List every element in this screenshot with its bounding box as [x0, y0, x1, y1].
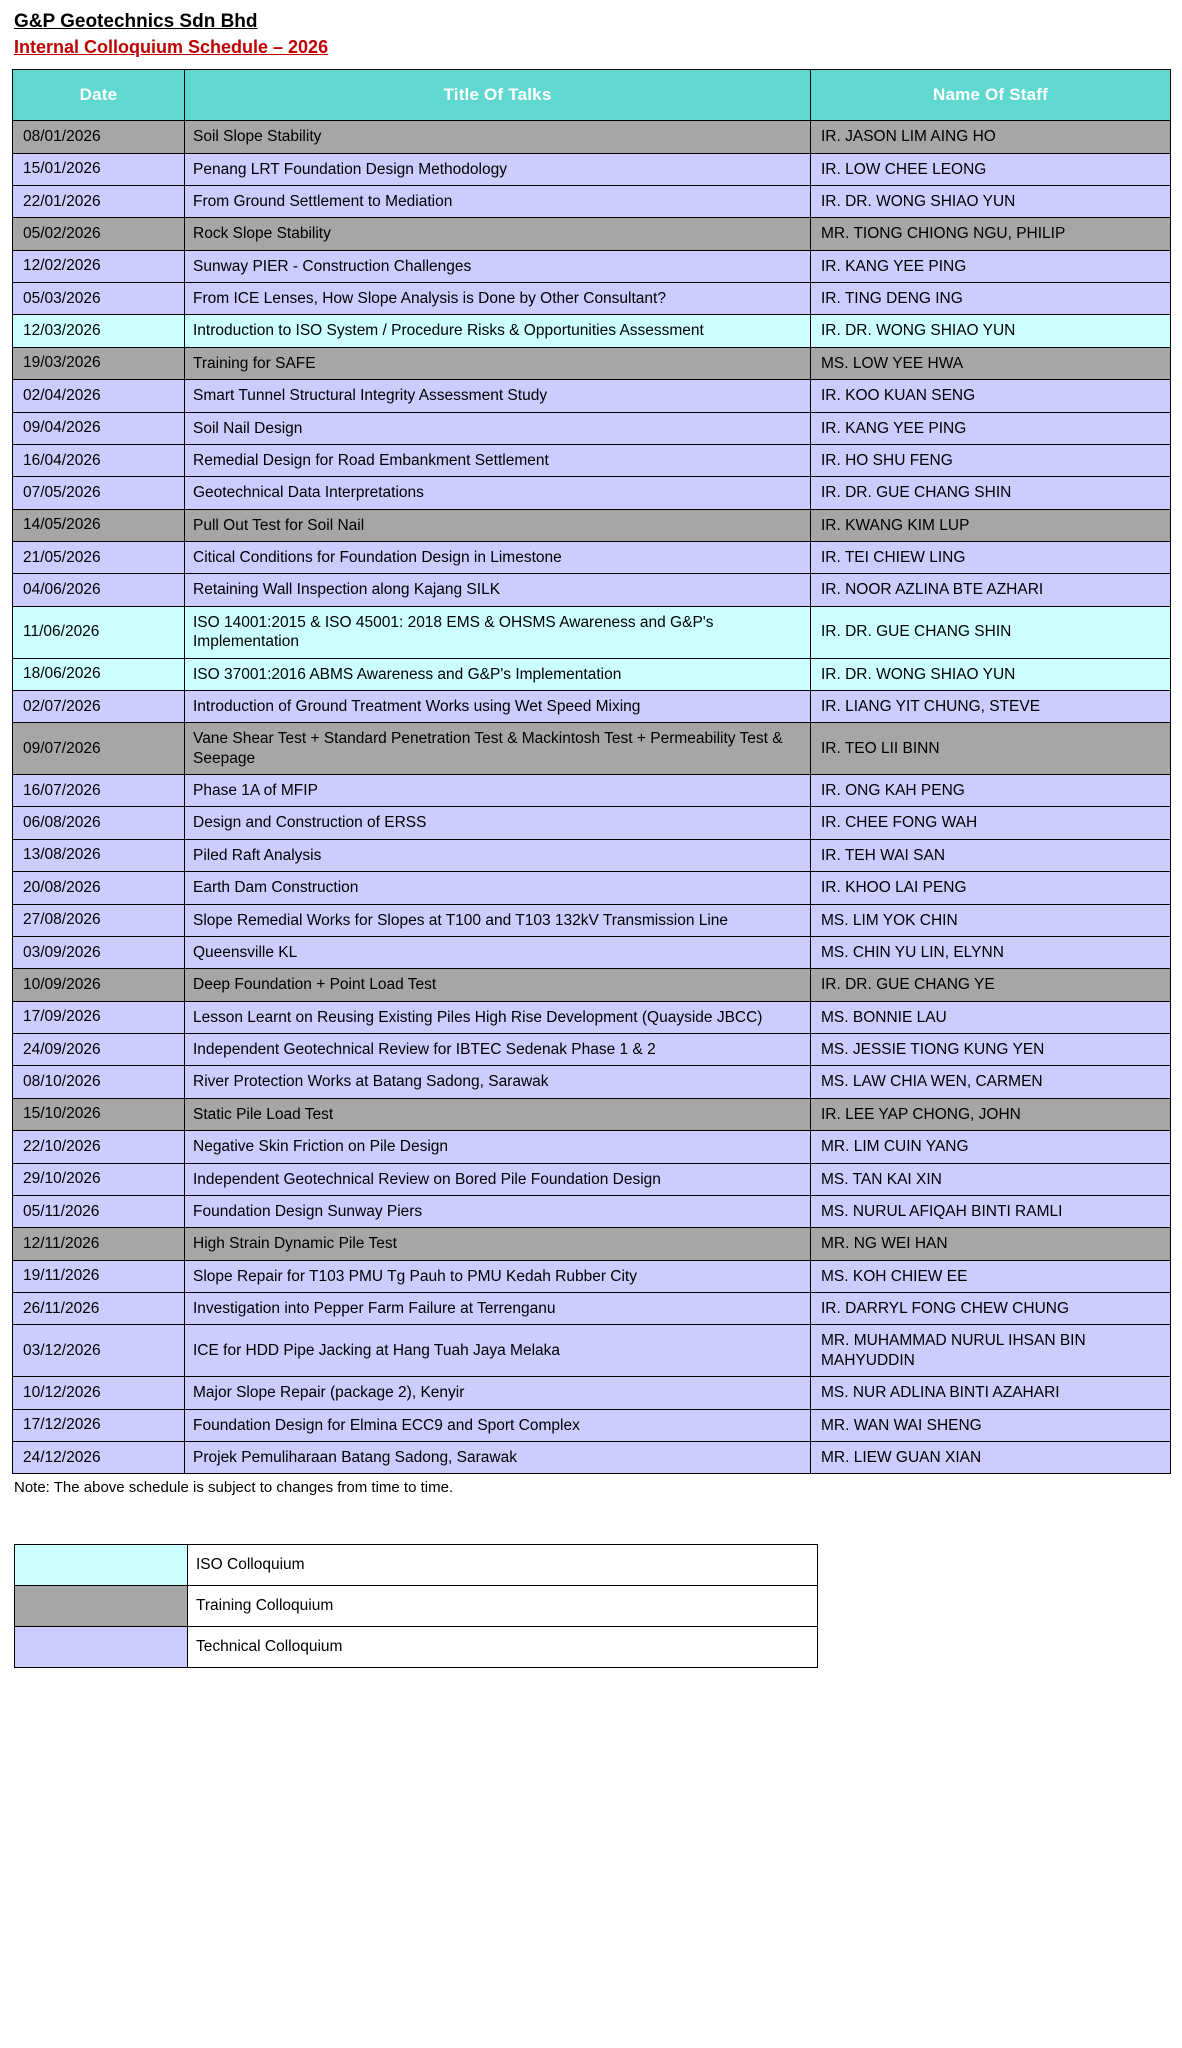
- cell-date: 19/11/2026: [13, 1260, 185, 1292]
- cell-date: 04/06/2026: [13, 574, 185, 606]
- cell-staff-name: MR. TIONG CHIONG NGU, PHILIP: [811, 218, 1171, 250]
- cell-date: 02/07/2026: [13, 690, 185, 722]
- cell-talk-title: Soil Slope Stability: [185, 121, 811, 153]
- cell-date: 14/05/2026: [13, 509, 185, 541]
- cell-staff-name: IR. KOO KUAN SENG: [811, 380, 1171, 412]
- cell-staff-name: IR. KANG YEE PING: [811, 412, 1171, 444]
- cell-date: 12/11/2026: [13, 1228, 185, 1260]
- cell-talk-title: Negative Skin Friction on Pile Design: [185, 1131, 811, 1163]
- table-row: [13, 1325, 1171, 1377]
- cell-date: 09/07/2026: [13, 723, 185, 775]
- cell-date: 21/05/2026: [13, 542, 185, 574]
- cell-talk-title: From ICE Lenses, How Slope Analysis is Done by Other Consultant?: [185, 283, 811, 315]
- cell-date: 24/09/2026: [13, 1034, 185, 1066]
- cell-talk-title: Earth Dam Construction: [185, 872, 811, 904]
- table-row: [13, 185, 1171, 217]
- legend-row: [15, 1586, 818, 1627]
- cell-talk-title: Slope Repair for T103 PMU Tg Pauh to PMU Kedah Rubber City: [185, 1260, 811, 1292]
- cell-date: 19/03/2026: [13, 347, 185, 379]
- cell-staff-name: IR. DR. WONG SHIAO YUN: [811, 185, 1171, 217]
- cell-talk-title: Deep Foundation + Point Load Test: [185, 969, 811, 1001]
- cell-staff-name: MS. LAW CHIA WEN, CARMEN: [811, 1066, 1171, 1098]
- cell-staff-name: IR. LOW CHEE LEONG: [811, 153, 1171, 185]
- cell-staff-name: IR. TING DENG ING: [811, 283, 1171, 315]
- cell-staff-name: IR. KWANG KIM LUP: [811, 509, 1171, 541]
- cell-date: 15/01/2026: [13, 153, 185, 185]
- cell-talk-title: Smart Tunnel Structural Integrity Assessment Study: [185, 380, 811, 412]
- cell-staff-name: MR. LIEW GUAN XIAN: [811, 1441, 1171, 1473]
- legend-label: ISO Colloquium: [188, 1545, 818, 1586]
- table-row: [13, 542, 1171, 574]
- cell-date: 05/02/2026: [13, 218, 185, 250]
- legend-color-swatch: [15, 1627, 188, 1668]
- cell-staff-name: MS. NUR ADLINA BINTI AZAHARI: [811, 1377, 1171, 1409]
- table-row: [13, 1131, 1171, 1163]
- cell-talk-title: Major Slope Repair (package 2), Kenyir: [185, 1377, 811, 1409]
- cell-staff-name: IR. HO SHU FENG: [811, 444, 1171, 476]
- cell-date: 05/11/2026: [13, 1195, 185, 1227]
- cell-date: 10/12/2026: [13, 1377, 185, 1409]
- table-row: [13, 658, 1171, 690]
- company-title: G&P Geotechnics Sdn Bhd: [14, 11, 258, 32]
- table-row: [13, 775, 1171, 807]
- cell-talk-title: ISO 14001:2015 & ISO 45001: 2018 EMS & OHSMS Awareness and G&P's Implementation: [185, 606, 811, 658]
- cell-talk-title: Retaining Wall Inspection along Kajang SILK: [185, 574, 811, 606]
- table-body: [13, 121, 1171, 1474]
- cell-talk-title: Investigation into Pepper Farm Failure at Terrenganu: [185, 1293, 811, 1325]
- cell-talk-title: Foundation Design Sunway Piers: [185, 1195, 811, 1227]
- cell-date: 17/09/2026: [13, 1001, 185, 1033]
- cell-talk-title: Geotechnical Data Interpretations: [185, 477, 811, 509]
- cell-staff-name: MR. NG WEI HAN: [811, 1228, 1171, 1260]
- cell-talk-title: Queensville KL: [185, 936, 811, 968]
- cell-date: 06/08/2026: [13, 807, 185, 839]
- cell-staff-name: MS. CHIN YU LIN, ELYNN: [811, 936, 1171, 968]
- table-row: [13, 1195, 1171, 1227]
- cell-talk-title: Soil Nail Design: [185, 412, 811, 444]
- table-row: [13, 839, 1171, 871]
- cell-talk-title: Rock Slope Stability: [185, 218, 811, 250]
- cell-talk-title: Citical Conditions for Foundation Design in Limestone: [185, 542, 811, 574]
- table-row: [13, 574, 1171, 606]
- cell-talk-title: Independent Geotechnical Review on Bored Pile Foundation Design: [185, 1163, 811, 1195]
- title-block: [12, 10, 1170, 59]
- cell-talk-title: Remedial Design for Road Embankment Settlement: [185, 444, 811, 476]
- table-row: [13, 1228, 1171, 1260]
- table-row: [13, 1441, 1171, 1473]
- table-header: [13, 70, 1171, 121]
- cell-date: 03/09/2026: [13, 936, 185, 968]
- cell-staff-name: MR. LIM CUIN YANG: [811, 1131, 1171, 1163]
- table-row: [13, 1409, 1171, 1441]
- cell-date: 26/11/2026: [13, 1293, 185, 1325]
- legend-body: [15, 1545, 818, 1668]
- table-row: [13, 380, 1171, 412]
- table-row: [13, 723, 1171, 775]
- cell-staff-name: IR. ONG KAH PENG: [811, 775, 1171, 807]
- cell-talk-title: Phase 1A of MFIP: [185, 775, 811, 807]
- cell-date: 08/10/2026: [13, 1066, 185, 1098]
- schedule-note: Note: The above schedule is subject to changes from time to time.: [14, 1479, 454, 1497]
- cell-staff-name: IR. NOOR AZLINA BTE AZHARI: [811, 574, 1171, 606]
- cell-talk-title: Pull Out Test for Soil Nail: [185, 509, 811, 541]
- cell-date: 03/12/2026: [13, 1325, 185, 1377]
- table-row: [13, 1163, 1171, 1195]
- table-header-row: [13, 70, 1171, 121]
- table-row: [13, 283, 1171, 315]
- table-row: [13, 153, 1171, 185]
- cell-staff-name: IR. DR. WONG SHIAO YUN: [811, 315, 1171, 347]
- cell-date: 11/06/2026: [13, 606, 185, 658]
- table-row: [13, 1066, 1171, 1098]
- cell-staff-name: MS. BONNIE LAU: [811, 1001, 1171, 1033]
- cell-date: 15/10/2026: [13, 1098, 185, 1130]
- column-header-date: Date: [13, 70, 185, 121]
- table-row: [13, 250, 1171, 282]
- table-row: [13, 690, 1171, 722]
- cell-staff-name: IR. TEI CHIEW LING: [811, 542, 1171, 574]
- cell-staff-name: IR. LEE YAP CHONG, JOHN: [811, 1098, 1171, 1130]
- cell-staff-name: IR. KANG YEE PING: [811, 250, 1171, 282]
- cell-talk-title: Projek Pemuliharaan Batang Sadong, Sarawak: [185, 1441, 811, 1473]
- table-row: [13, 315, 1171, 347]
- legend-section: [12, 1544, 1170, 1668]
- cell-talk-title: Introduction to ISO System / Procedure Risks & Opportunities Assessment: [185, 315, 811, 347]
- table-row: [13, 1377, 1171, 1409]
- cell-staff-name: IR. DARRYL FONG CHEW CHUNG: [811, 1293, 1171, 1325]
- table-row: [13, 444, 1171, 476]
- cell-staff-name: MR. MUHAMMAD NURUL IHSAN BIN MAHYUDDIN: [811, 1325, 1171, 1377]
- table-row: [13, 1260, 1171, 1292]
- cell-date: 05/03/2026: [13, 283, 185, 315]
- table-row: [13, 807, 1171, 839]
- cell-date: 27/08/2026: [13, 904, 185, 936]
- cell-date: 16/04/2026: [13, 444, 185, 476]
- cell-talk-title: Training for SAFE: [185, 347, 811, 379]
- document-subtitle: Internal Colloquium Schedule – 2026: [14, 36, 329, 57]
- cell-staff-name: MS. LOW YEE HWA: [811, 347, 1171, 379]
- cell-date: 12/02/2026: [13, 250, 185, 282]
- cell-date: 24/12/2026: [13, 1441, 185, 1473]
- cell-date: 10/09/2026: [13, 969, 185, 1001]
- table-row: [13, 872, 1171, 904]
- cell-talk-title: ICE for HDD Pipe Jacking at Hang Tuah Jaya Melaka: [185, 1325, 811, 1377]
- table-row: [13, 347, 1171, 379]
- table-row: [13, 1034, 1171, 1066]
- cell-staff-name: MS. NURUL AFIQAH BINTI RAMLI: [811, 1195, 1171, 1227]
- cell-date: 12/03/2026: [13, 315, 185, 347]
- cell-staff-name: IR. DR. GUE CHANG SHIN: [811, 606, 1171, 658]
- table-row: [13, 121, 1171, 153]
- legend-row: [15, 1545, 818, 1586]
- cell-staff-name: MS. LIM YOK CHIN: [811, 904, 1171, 936]
- table-row: [13, 606, 1171, 658]
- cell-staff-name: IR. DR. GUE CHANG SHIN: [811, 477, 1171, 509]
- cell-talk-title: River Protection Works at Batang Sadong, Sarawak: [185, 1066, 811, 1098]
- cell-talk-title: Sunway PIER - Construction Challenges: [185, 250, 811, 282]
- cell-date: 02/04/2026: [13, 380, 185, 412]
- cell-talk-title: Design and Construction of ERSS: [185, 807, 811, 839]
- cell-date: 13/08/2026: [13, 839, 185, 871]
- cell-staff-name: IR. CHEE FONG WAH: [811, 807, 1171, 839]
- colloquium-schedule-table: [12, 69, 1171, 1474]
- cell-date: 07/05/2026: [13, 477, 185, 509]
- cell-staff-name: IR. DR. WONG SHIAO YUN: [811, 658, 1171, 690]
- cell-talk-title: From Ground Settlement to Mediation: [185, 185, 811, 217]
- legend-label: Technical Colloquium: [188, 1627, 818, 1668]
- cell-staff-name: MS. JESSIE TIONG KUNG YEN: [811, 1034, 1171, 1066]
- cell-date: 20/08/2026: [13, 872, 185, 904]
- cell-talk-title: Vane Shear Test + Standard Penetration Test & Mackintosh Test + Permeability Test & Seepage: [185, 723, 811, 775]
- cell-talk-title: ISO 37001:2016 ABMS Awareness and G&P's Implementation: [185, 658, 811, 690]
- cell-date: 16/07/2026: [13, 775, 185, 807]
- table-row: [13, 1098, 1171, 1130]
- cell-staff-name: IR. KHOO LAI PENG: [811, 872, 1171, 904]
- cell-talk-title: High Strain Dynamic Pile Test: [185, 1228, 811, 1260]
- column-header-title: Title Of Talks: [185, 70, 811, 121]
- table-row: [13, 509, 1171, 541]
- legend-table: [14, 1544, 818, 1668]
- legend-color-swatch: [15, 1545, 188, 1586]
- table-row: [13, 477, 1171, 509]
- cell-staff-name: IR. TEH WAI SAN: [811, 839, 1171, 871]
- legend-label: Training Colloquium: [188, 1586, 818, 1627]
- cell-date: 22/10/2026: [13, 1131, 185, 1163]
- cell-staff-name: MS. TAN KAI XIN: [811, 1163, 1171, 1195]
- cell-talk-title: Penang LRT Foundation Design Methodology: [185, 153, 811, 185]
- table-row: [13, 218, 1171, 250]
- cell-staff-name: IR. LIANG YIT CHUNG, STEVE: [811, 690, 1171, 722]
- cell-date: 22/01/2026: [13, 185, 185, 217]
- table-row: [13, 1001, 1171, 1033]
- table-row: [13, 936, 1171, 968]
- table-row: [13, 412, 1171, 444]
- cell-date: 09/04/2026: [13, 412, 185, 444]
- table-row: [13, 904, 1171, 936]
- cell-date: 29/10/2026: [13, 1163, 185, 1195]
- column-header-staff: Name Of Staff: [811, 70, 1171, 121]
- table-row: [13, 969, 1171, 1001]
- table-row: [13, 1293, 1171, 1325]
- cell-talk-title: Lesson Learnt on Reusing Existing Piles High Rise Development (Quayside JBCC): [185, 1001, 811, 1033]
- cell-talk-title: Introduction of Ground Treatment Works using Wet Speed Mixing: [185, 690, 811, 722]
- cell-staff-name: MR. WAN WAI SHENG: [811, 1409, 1171, 1441]
- cell-date: 17/12/2026: [13, 1409, 185, 1441]
- cell-talk-title: Piled Raft Analysis: [185, 839, 811, 871]
- cell-staff-name: IR. JASON LIM AING HO: [811, 121, 1171, 153]
- legend-row: [15, 1627, 818, 1668]
- cell-talk-title: Static Pile Load Test: [185, 1098, 811, 1130]
- cell-staff-name: MS. KOH CHIEW EE: [811, 1260, 1171, 1292]
- cell-talk-title: Slope Remedial Works for Slopes at T100 and T103 132kV Transmission Line: [185, 904, 811, 936]
- cell-staff-name: IR. TEO LII BINN: [811, 723, 1171, 775]
- cell-staff-name: IR. DR. GUE CHANG YE: [811, 969, 1171, 1001]
- cell-talk-title: Independent Geotechnical Review for IBTEC Sedenak Phase 1 & 2: [185, 1034, 811, 1066]
- legend-color-swatch: [15, 1586, 188, 1627]
- cell-date: 08/01/2026: [13, 121, 185, 153]
- cell-talk-title: Foundation Design for Elmina ECC9 and Sport Complex: [185, 1409, 811, 1441]
- cell-date: 18/06/2026: [13, 658, 185, 690]
